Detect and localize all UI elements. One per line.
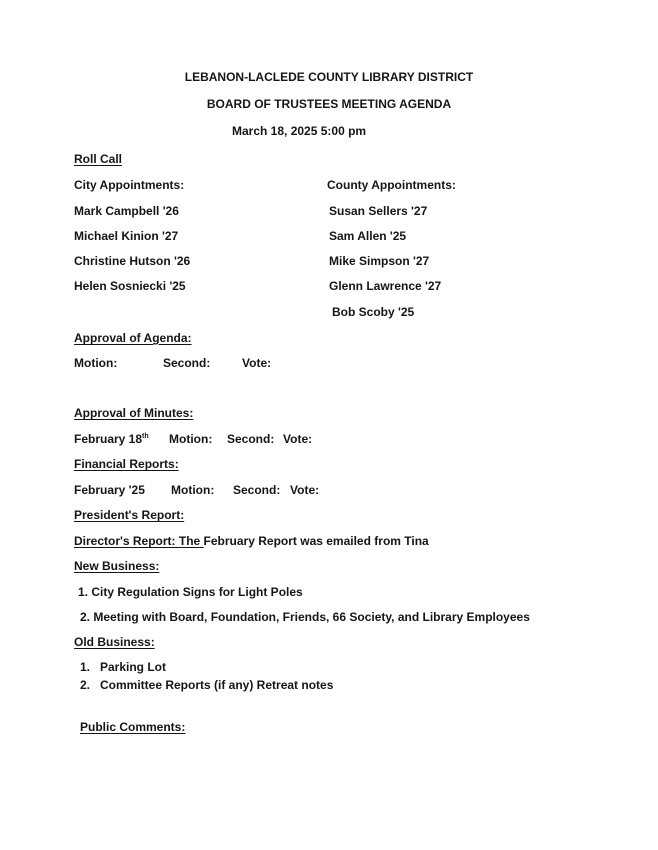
financial-vote-label: Vote:	[290, 483, 320, 497]
new-business-heading: New Business:	[74, 559, 160, 573]
roll-call-heading: Roll Call	[74, 152, 123, 166]
director-report-text: February Report was emailed from Tina	[203, 534, 429, 548]
public-comments-heading: Public Comments:	[80, 720, 186, 734]
financial-reports-heading: Financial Reports:	[74, 457, 179, 471]
city-member: Helen Sosniecki '25	[74, 279, 186, 293]
agenda-vote-label: Vote:	[242, 356, 272, 370]
city-appointments-heading: City Appointments:	[74, 178, 185, 192]
old-business-heading: Old Business:	[74, 635, 155, 649]
financial-motion-label: Motion:	[171, 483, 215, 497]
minutes-date	[74, 432, 149, 446]
financial-month: February '25	[74, 483, 145, 497]
county-member: Bob Scoby '25	[332, 305, 415, 319]
old-business-item	[80, 660, 166, 674]
city-member: Mark Campbell '26	[74, 204, 179, 218]
minutes-month: February 18	[74, 432, 143, 446]
city-member: Christine Hutson '26	[74, 254, 191, 268]
minutes-ordinal-suffix: th	[142, 433, 149, 440]
item-number: 1.	[78, 585, 89, 599]
item-number: 1.	[80, 660, 91, 674]
president-report-heading: President's Report:	[74, 508, 185, 522]
meeting-datetime: March 18, 2025 5:00 pm	[232, 124, 367, 138]
minutes-vote-label: Vote:	[283, 432, 313, 446]
item-text: Meeting with Board, Foundation, Friends, 66 Society, and Library Employees	[93, 610, 530, 624]
agenda-second-label: Second:	[163, 356, 211, 370]
item-text: Parking Lot	[100, 660, 167, 674]
item-number: 2.	[80, 678, 91, 692]
new-business-item	[78, 585, 303, 599]
county-member: Susan Sellers '27	[329, 204, 428, 218]
new-business-item	[80, 610, 530, 624]
org-name: LEBANON-LACLEDE COUNTY LIBRARY DISTRICT	[184, 70, 474, 84]
county-appointments-heading: County Appointments:	[327, 178, 456, 192]
minutes-motion-label: Motion:	[169, 432, 213, 446]
director-report-heading: Director's Report: The	[74, 534, 204, 548]
item-text: City Regulation Signs for Light Poles	[91, 585, 303, 599]
county-member: Glenn Lawrence '27	[329, 279, 442, 293]
county-member: Sam Allen '25	[329, 229, 407, 243]
item-text: Committee Reports (if any) Retreat notes	[100, 678, 334, 692]
minutes-second-label: Second:	[227, 432, 275, 446]
city-member: Michael Kinion '27	[74, 229, 179, 243]
document-title: BOARD OF TRUSTEES MEETING AGENDA	[206, 97, 452, 111]
approval-minutes-heading: Approval of Minutes:	[74, 406, 194, 420]
approval-agenda-heading: Approval of Agenda:	[74, 331, 192, 345]
county-member: Mike Simpson '27	[329, 254, 430, 268]
agenda-motion-label: Motion:	[74, 356, 118, 370]
director-report	[74, 534, 429, 548]
item-number: 2.	[80, 610, 91, 624]
financial-second-label: Second:	[233, 483, 281, 497]
old-business-item	[80, 678, 333, 692]
